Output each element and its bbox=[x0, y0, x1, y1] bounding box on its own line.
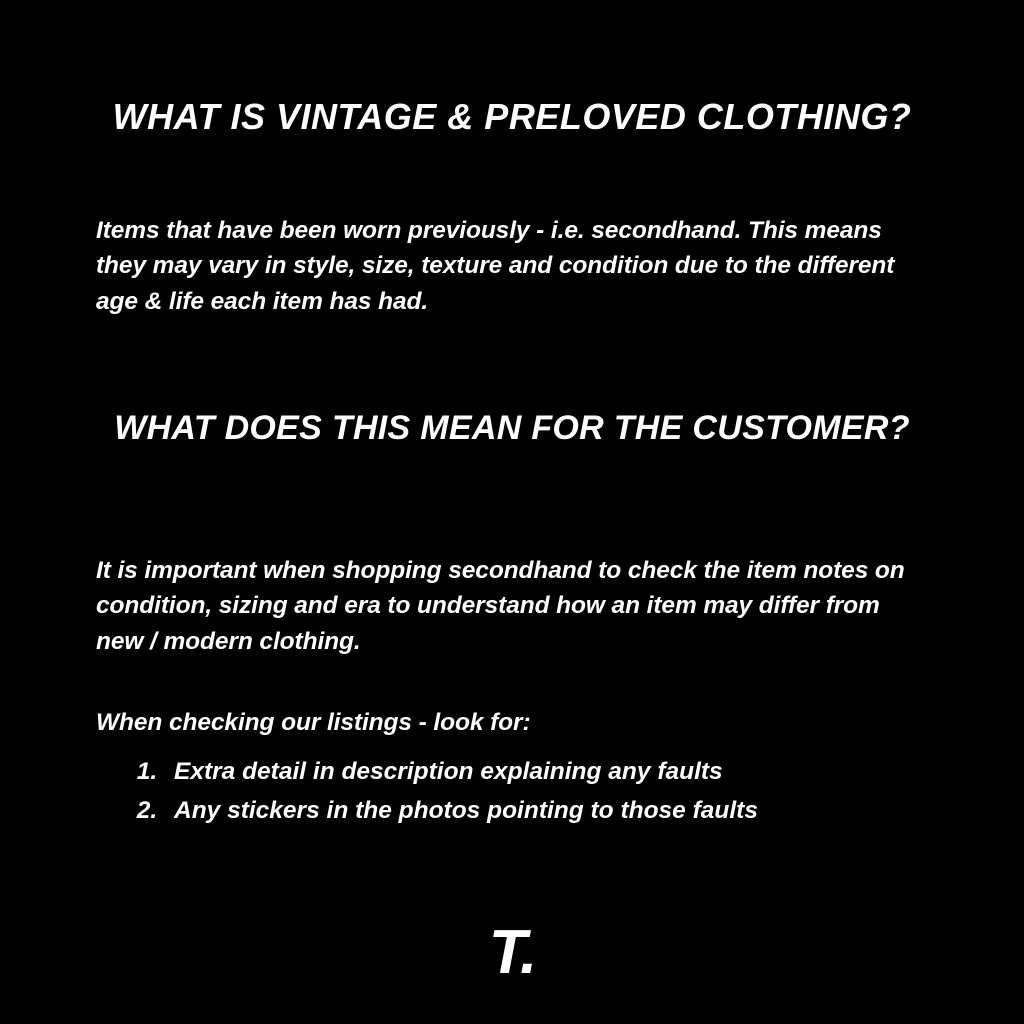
listings-prompt: When checking our listings - look for: bbox=[96, 708, 531, 736]
checklist bbox=[120, 752, 984, 830]
customer-paragraph: It is important when shopping secondhand to check the item notes on condition, sizing and era to understand how an item may differ from new / modern clothing. bbox=[96, 556, 905, 655]
brand-logo: T. bbox=[488, 918, 536, 987]
list-item: 1. Extra detail in description explaining any faults bbox=[164, 752, 984, 791]
page-title: WHAT IS VINTAGE & PRELOVED CLOTHING? bbox=[112, 96, 912, 138]
intro-paragraph: Items that have been worn previously - i.e. secondhand. This means they may vary in style, size, texture and condition due to the different age & life each item has had. bbox=[96, 216, 895, 315]
list-item: 2. Any stickers in the photos pointing to those faults bbox=[164, 791, 984, 830]
section-heading-customer: WHAT DOES THIS MEAN FOR THE CUSTOMER? bbox=[114, 409, 910, 448]
